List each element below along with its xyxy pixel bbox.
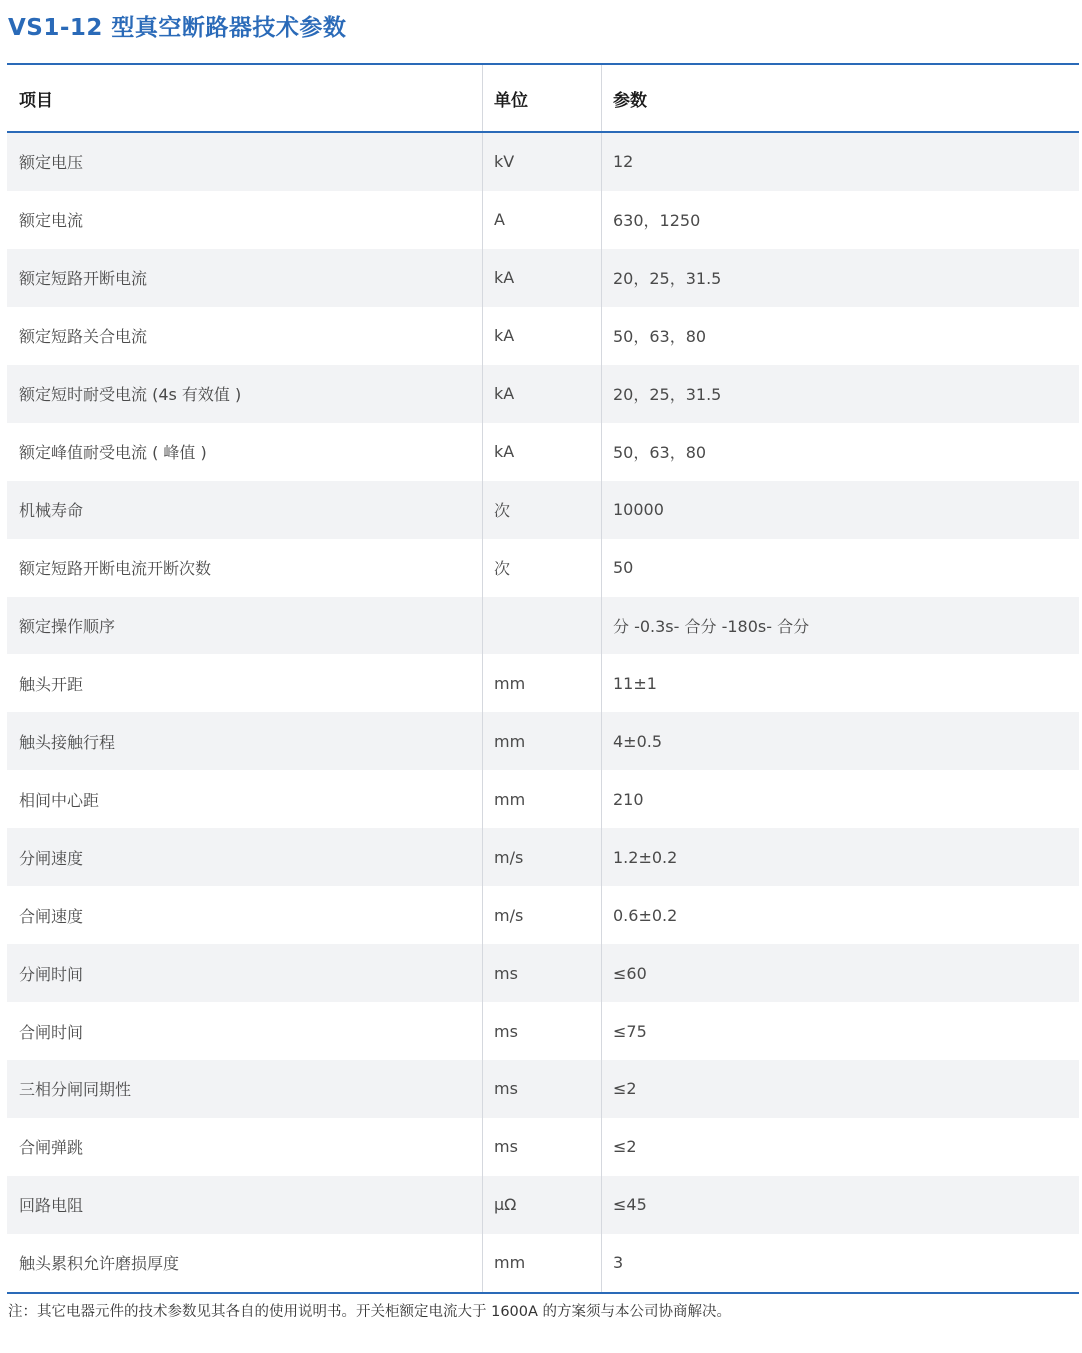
table-row: [7, 481, 1079, 539]
table-row: [7, 1234, 1079, 1292]
cell-value: 50，63，80: [613, 327, 707, 347]
cell-item: 合闸弹跳: [7, 1118, 483, 1176]
cell-value: ≤60: [613, 963, 647, 983]
cell-value: 10000: [613, 500, 664, 520]
cell-unit: kV: [483, 133, 602, 191]
table-row: [7, 1060, 1079, 1118]
cell-value: 50，63，80: [613, 443, 707, 463]
cell-value: 11±1: [613, 673, 657, 693]
table-row: [7, 597, 1079, 655]
cell-value: ≤2: [613, 1079, 637, 1099]
cell-unit: kA: [483, 249, 602, 307]
table-row: [7, 770, 1079, 828]
cell-value: 50: [613, 558, 634, 578]
cell-unit: m/s: [483, 886, 602, 944]
table-body: [7, 133, 1079, 1292]
cell-unit: ms: [483, 1118, 602, 1176]
cell-item: 触头开距: [7, 654, 483, 712]
cell-unit: mm: [483, 654, 602, 712]
cell-unit: m/s: [483, 828, 602, 886]
table-row: [7, 886, 1079, 944]
cell-unit: ms: [483, 1002, 602, 1060]
cell-unit: ms: [483, 1060, 602, 1118]
cell-value: 0.6±0.2: [613, 905, 678, 925]
footnote: 注：其它电器元件的技术参数见其各自的使用说明书。开关柜额定电流大于 1600A 的方案须与本公司协商解决。: [8, 1304, 732, 1320]
table-row: [7, 1118, 1079, 1176]
table-header: [7, 65, 1079, 133]
header-item: 项目: [7, 65, 483, 131]
cell-value: 3: [613, 1253, 624, 1273]
cell-unit: ms: [483, 944, 602, 1002]
cell-unit: kA: [483, 365, 602, 423]
cell-unit: mm: [483, 1234, 602, 1292]
cell-value: 20，25，31.5: [613, 269, 722, 289]
cell-value: 分 -0.3s- 合分 -180s- 合分: [613, 616, 810, 636]
cell-value: 210: [613, 789, 644, 809]
header-value: 参数: [613, 90, 647, 111]
cell-item: 合闸速度: [7, 886, 483, 944]
cell-unit: mm: [483, 712, 602, 770]
cell-item: 回路电阻: [7, 1176, 483, 1234]
cell-item: 额定短路开断电流开断次数: [7, 539, 483, 597]
table-row: [7, 539, 1079, 597]
cell-item: 相间中心距: [7, 770, 483, 828]
cell-item: 额定短路开断电流: [7, 249, 483, 307]
cell-value: 4±0.5: [613, 731, 663, 751]
spec-table: [7, 63, 1079, 1294]
header-unit: 单位: [483, 65, 602, 131]
cell-item: 分闸时间: [7, 944, 483, 1002]
cell-item: 额定电压: [7, 133, 483, 191]
cell-unit: kA: [483, 423, 602, 481]
cell-item: 额定峰值耐受电流 ( 峰值 ): [7, 423, 483, 481]
table-row: [7, 249, 1079, 307]
cell-item: 三相分闸同期性: [7, 1060, 483, 1118]
table-row: [7, 828, 1079, 886]
cell-unit: 次: [483, 539, 602, 597]
table-row: [7, 365, 1079, 423]
table-row: [7, 1002, 1079, 1060]
cell-unit: mm: [483, 770, 602, 828]
cell-unit: 次: [483, 481, 602, 539]
cell-value: 12: [613, 152, 634, 172]
cell-item: 额定电流: [7, 191, 483, 249]
cell-item: 触头接触行程: [7, 712, 483, 770]
cell-unit: [483, 597, 602, 655]
cell-value: 1.2±0.2: [613, 847, 678, 867]
cell-value: 20，25，31.5: [613, 385, 722, 405]
table-row: [7, 307, 1079, 365]
table-row: [7, 944, 1079, 1002]
cell-value: 630，1250: [613, 211, 701, 231]
cell-item: 机械寿命: [7, 481, 483, 539]
table-row: [7, 191, 1079, 249]
table-row: [7, 654, 1079, 712]
cell-value: ≤45: [613, 1195, 647, 1215]
cell-value: ≤2: [613, 1137, 637, 1157]
cell-item: 触头累积允许磨损厚度: [7, 1234, 483, 1292]
cell-item: 额定操作顺序: [7, 597, 483, 655]
cell-item: 额定短路关合电流: [7, 307, 483, 365]
table-row: [7, 423, 1079, 481]
cell-unit: kA: [483, 307, 602, 365]
cell-value: ≤75: [613, 1021, 647, 1041]
cell-item: 合闸时间: [7, 1002, 483, 1060]
table-row: [7, 1176, 1079, 1234]
cell-item: 分闸速度: [7, 828, 483, 886]
table-row: [7, 712, 1079, 770]
cell-unit: A: [483, 191, 602, 249]
cell-item: 额定短时耐受电流 (4s 有效值 ): [7, 365, 483, 423]
cell-unit: μΩ: [483, 1176, 602, 1234]
page-title: VS1-12 型真空断路器技术参数: [8, 15, 347, 41]
table-row: [7, 133, 1079, 191]
